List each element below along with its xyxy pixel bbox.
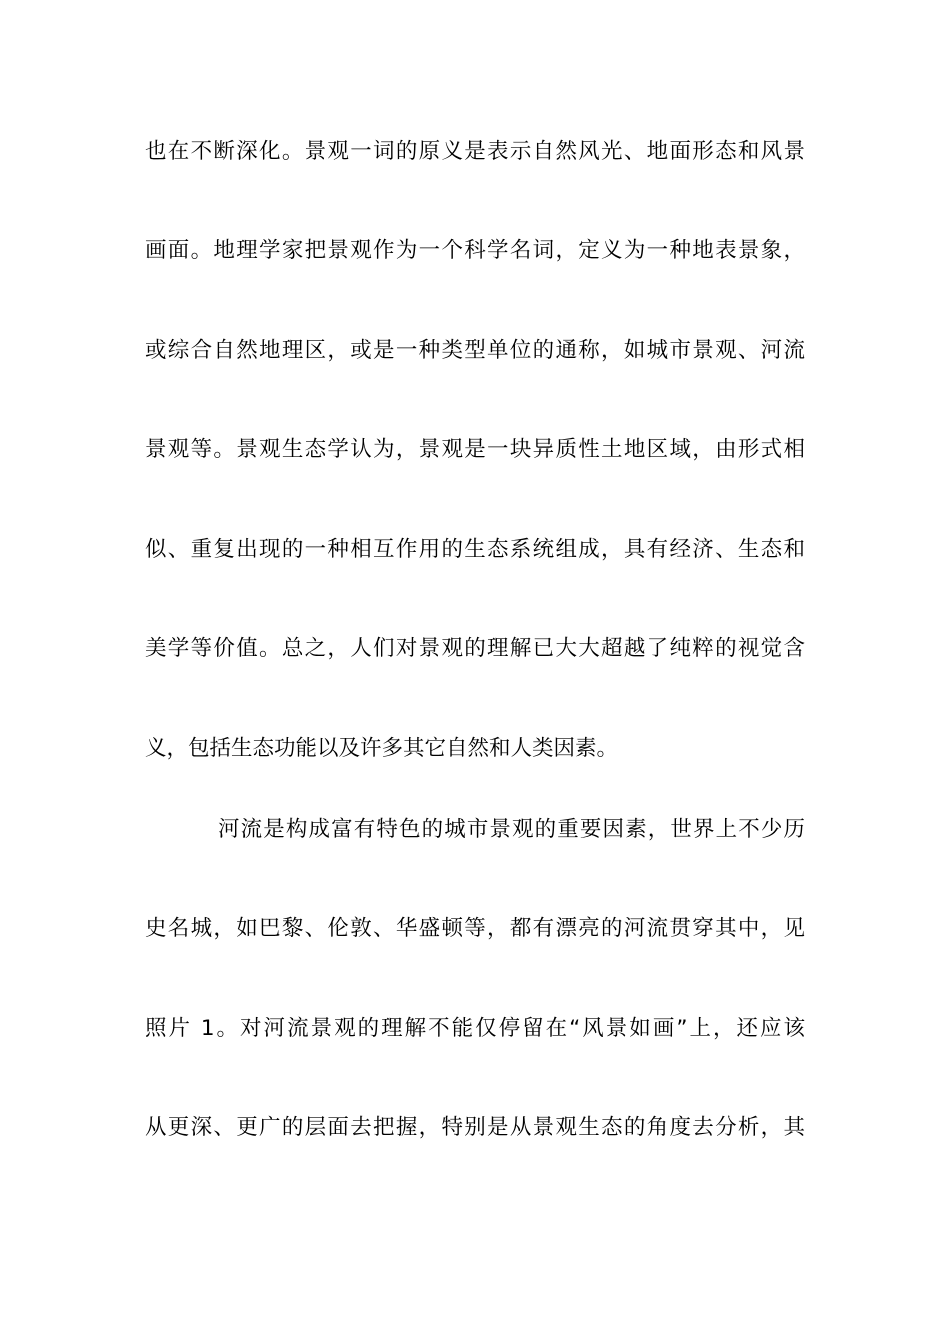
paragraph-line: 美学等价值。总之，人们对景观的理解已大大超越了纯粹的视觉含	[145, 636, 805, 661]
paragraph-line: 从更深、更广的层面去把握，特别是从景观生态的角度去分析，其	[145, 1115, 805, 1140]
paragraph-line: 似、重复出现的一种相互作用的生态系统组成，具有经济、生态和	[145, 537, 805, 562]
paragraph-first-line: 河流是构成富有特色的城市景观的重要因素，世界上不少历	[218, 817, 805, 842]
paragraph-line: 义，包括生态功能以及许多其它自然和人类因素。	[145, 736, 619, 761]
paragraph-line: 史名城，如巴黎、伦敦、华盛顿等，都有漂亮的河流贯穿其中，见	[145, 916, 805, 941]
paragraph-line: 或综合自然地理区，或是一种类型单位的通称，如城市景观、河流	[145, 338, 805, 363]
paragraph-line: 景观等。景观生态学认为，景观是一块异质性土地区域，由形式相	[145, 437, 805, 462]
paragraph-line: 也在不断深化。景观一词的原义是表示自然风光、地面形态和风景	[145, 139, 805, 164]
paragraph-line: 照片 1。对河流景观的理解不能仅停留在“风景如画”上，还应该	[145, 1016, 805, 1041]
paragraph-line: 画面。地理学家把景观作为一个科学名词，定义为一种地表景象，	[145, 238, 805, 263]
